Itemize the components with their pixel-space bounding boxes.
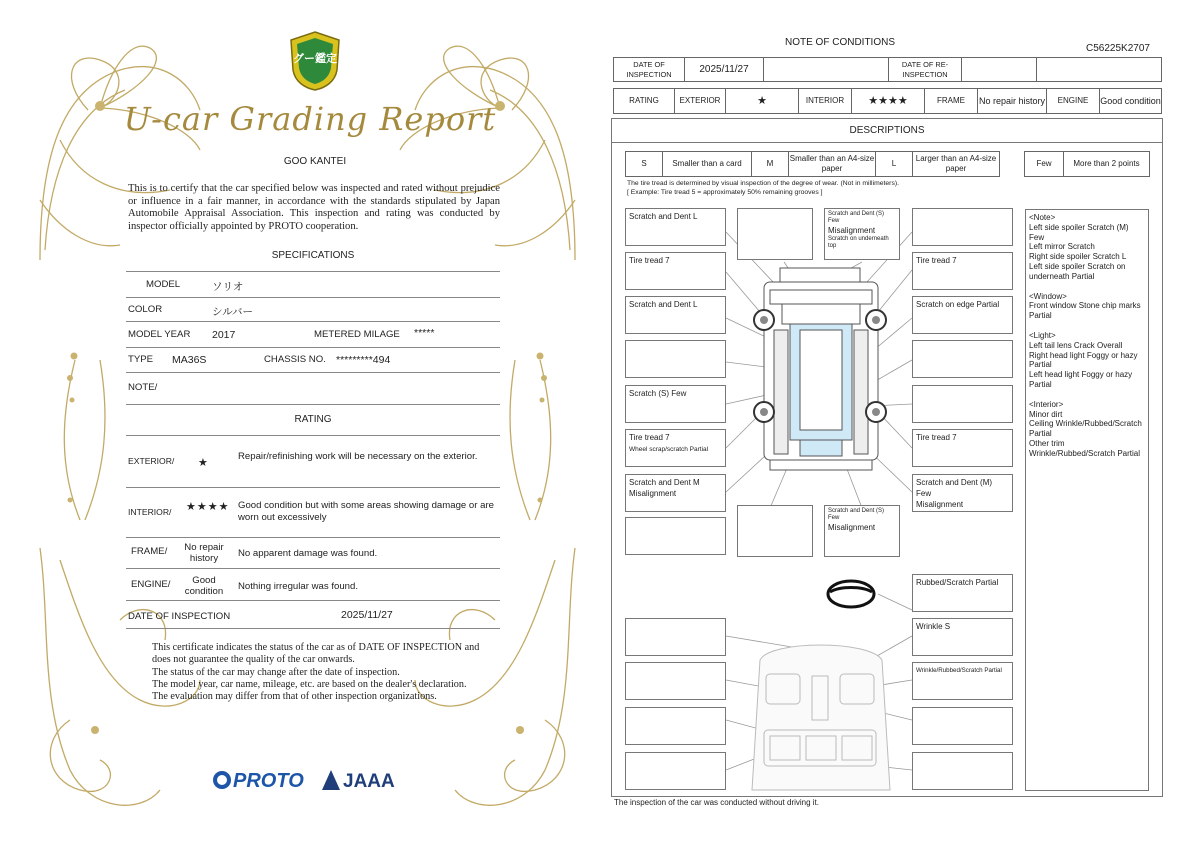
interior-box-trim: Wrinkle/Rubbed/Scratch Partial [912, 662, 1013, 700]
model-year-label: MODEL YEAR [128, 329, 191, 340]
damage-box-rear-bottom-left [625, 517, 726, 555]
interior-rating: ★★★★ [851, 88, 925, 114]
engine-value: Good condition [184, 575, 224, 597]
legend-s: S [625, 151, 663, 177]
interior-label: INTERIOR [798, 88, 852, 114]
model-year-value: 2017 [212, 329, 236, 341]
type-label: TYPE [128, 354, 154, 365]
date-of-inspection-label: DATE OF INSPECTION [613, 57, 685, 82]
interior-label: INTERIOR/ [128, 507, 172, 517]
condition-notes: <Note> Left side spoiler Scratch (M) Few Left mirror Scratch Right side spoiler Scratch L Left side spoiler Scratch on underneath Partial <Window> Front window Stone chip marks Partial <Light> Left tail lens Crack Overall Right head light Foggy or hazy Partial Left head light Foggy or hazy Partial <Interior> Minor dirt Ceiling Wrinkle/Rubbed/Scratch Partial Other trim Wrinkle/Rubbed/Scratch Partial [1025, 209, 1149, 791]
legend-m: M [751, 151, 789, 177]
damage-box-right-front-fender: Scratch on edge Partial [912, 296, 1013, 334]
damage-box-front-left-top [737, 208, 813, 260]
damage-box-rear-left: Scratch and Dent M Misalignment [625, 474, 726, 512]
exterior-label: EXTERIOR/ [128, 456, 175, 466]
sheet-title: NOTE OF CONDITIONS [785, 37, 895, 48]
damage-box-left-front-door [625, 340, 726, 378]
exterior-label: EXTERIOR [674, 88, 726, 114]
exterior-stars: ★ [198, 457, 209, 469]
interior-box-steering: Rubbed/Scratch Partial [912, 574, 1013, 612]
damage-box-rear-center-left [737, 505, 813, 557]
certification-statement: This is to certify that the car specified below was inspected and rated without prejudice or influence in a fair manner, in accordance with the standards stipulated by Japan Automobile Appraisal Association. This inspection and rating was conducted by inspector officially appointed by PROTO cooperation. [128, 183, 500, 232]
badge-text: グー鑑定 [293, 53, 337, 65]
frame-rating: No repair history [977, 88, 1047, 114]
legend-few-desc: More than 2 points [1063, 151, 1150, 177]
color-label: COLOR [128, 304, 163, 315]
engine-label: ENGINE/ [131, 579, 171, 590]
type-value: MA36S [172, 354, 207, 366]
damage-box-right-front-door [912, 340, 1013, 378]
interior-box-left-2 [625, 662, 726, 700]
frame-label: FRAME [924, 88, 978, 114]
engine-rating: Good condition [1099, 88, 1162, 114]
interior-box-right-3 [912, 707, 1013, 745]
damage-box-front-center: Scratch and Dent (S) Few Misalignment Scratch on underneath top [824, 208, 900, 260]
legend-s-desc: Smaller than a card [662, 151, 752, 177]
metered-mileage-label: METERED MILAGE [314, 329, 400, 340]
tire-tread-note: The tire tread is determined by visual inspection of the degree of wear. (Not in millimeters). [627, 180, 899, 187]
damage-box-tire-front-left: Tire tread 7 [625, 252, 726, 290]
interior-box-ceiling: Wrinkle S [912, 618, 1013, 656]
model-value: ソリオ [212, 281, 244, 293]
model-label: MODEL [146, 279, 181, 290]
sheet-code: C56225K2707 [1086, 43, 1150, 54]
damage-box-tire-rear-right: Tire tread 7 [912, 429, 1013, 467]
color-value: シルバー [212, 306, 254, 318]
interior-box-right-4 [912, 752, 1013, 790]
legend-l-desc: Larger than an A4-size paper [912, 151, 1000, 177]
legend-few: Few [1024, 151, 1064, 177]
engine-description: Nothing irregular was found. [238, 581, 358, 592]
date-of-reinspection-label: DATE OF RE-INSPECTION [888, 57, 962, 82]
interior-description: Good condition but with some areas showing damage or are worn out excessively [238, 500, 494, 523]
metered-mileage-value: ***** [414, 327, 435, 339]
proto-logo: PROTO [213, 770, 304, 793]
interior-box-left-1 [625, 618, 726, 656]
damage-box-front-left: Scratch and Dent L [625, 208, 726, 246]
damage-box-left-rear-door: Scratch (S) Few [625, 385, 726, 423]
legend-m-desc: Smaller than an A4-size paper [788, 151, 876, 177]
interior-box-left-4 [625, 752, 726, 790]
certificate-footer: This certificate indicates the status of the car as of DATE OF INSPECTION and does not guarantee the quality of the car onwards. The status of the car may change after the date of inspection. The model year, car name, mileage, etc. are based on the dealer's declaration. The evaluation may differ from that of other inspection organizations. [152, 642, 480, 703]
damage-box-tire-rear-left: Tire tread 7 Wheel scrap/scratch Partial [625, 429, 726, 467]
interior-box-left-3 [625, 707, 726, 745]
damage-box-front-right [912, 208, 1013, 246]
damage-box-rear-right: Scratch and Dent (M) Few Misalignment [912, 474, 1013, 512]
jaaa-logo: JAAA [322, 770, 395, 793]
specifications-heading: SPECIFICATIONS [271, 250, 355, 261]
frame-value: No repair history [184, 542, 224, 564]
descriptions-heading: DESCRIPTIONS [611, 119, 1163, 143]
report-subtitle: GOO KANTEI [283, 156, 347, 167]
chassis-value: *********494 [336, 354, 391, 366]
damage-box-left-front-fender: Scratch and Dent L [625, 296, 726, 334]
rating-heading: RATING [294, 414, 332, 425]
inspection-date-value: 2025/11/27 [341, 609, 393, 621]
exterior-rating: ★ [725, 88, 799, 114]
legend-l: L [875, 151, 913, 177]
steering-wheel-icon [828, 581, 874, 607]
frame-description: No apparent damage was found. [238, 548, 378, 559]
damage-box-tire-front-right: Tire tread 7 [912, 252, 1013, 290]
chassis-label: CHASSIS NO. [264, 354, 326, 365]
inspection-date-label: DATE OF INSPECTION [128, 611, 231, 622]
interior-stars: ★★★★ [186, 501, 230, 513]
damage-box-rear-center: Scratch and Dent (S) Few Misalignment [824, 505, 900, 557]
date-of-inspection-value: 2025/11/27 [684, 57, 764, 82]
report-title: U-car Grading Report [123, 100, 497, 138]
engine-label: ENGINE [1046, 88, 1100, 114]
exterior-description: Repair/refinishing work will be necessary on the exterior. [238, 451, 478, 462]
note-label: NOTE/ [128, 382, 158, 393]
frame-label: FRAME/ [131, 546, 168, 557]
damage-box-right-rear-door [912, 385, 1013, 423]
tire-tread-example: [ Example: Tire tread 5 = approximately 50% remaining grooves ] [627, 189, 823, 196]
rating-label: RATING [613, 88, 675, 114]
sheet-footer: The inspection of the car was conducted without driving it. [614, 798, 819, 807]
